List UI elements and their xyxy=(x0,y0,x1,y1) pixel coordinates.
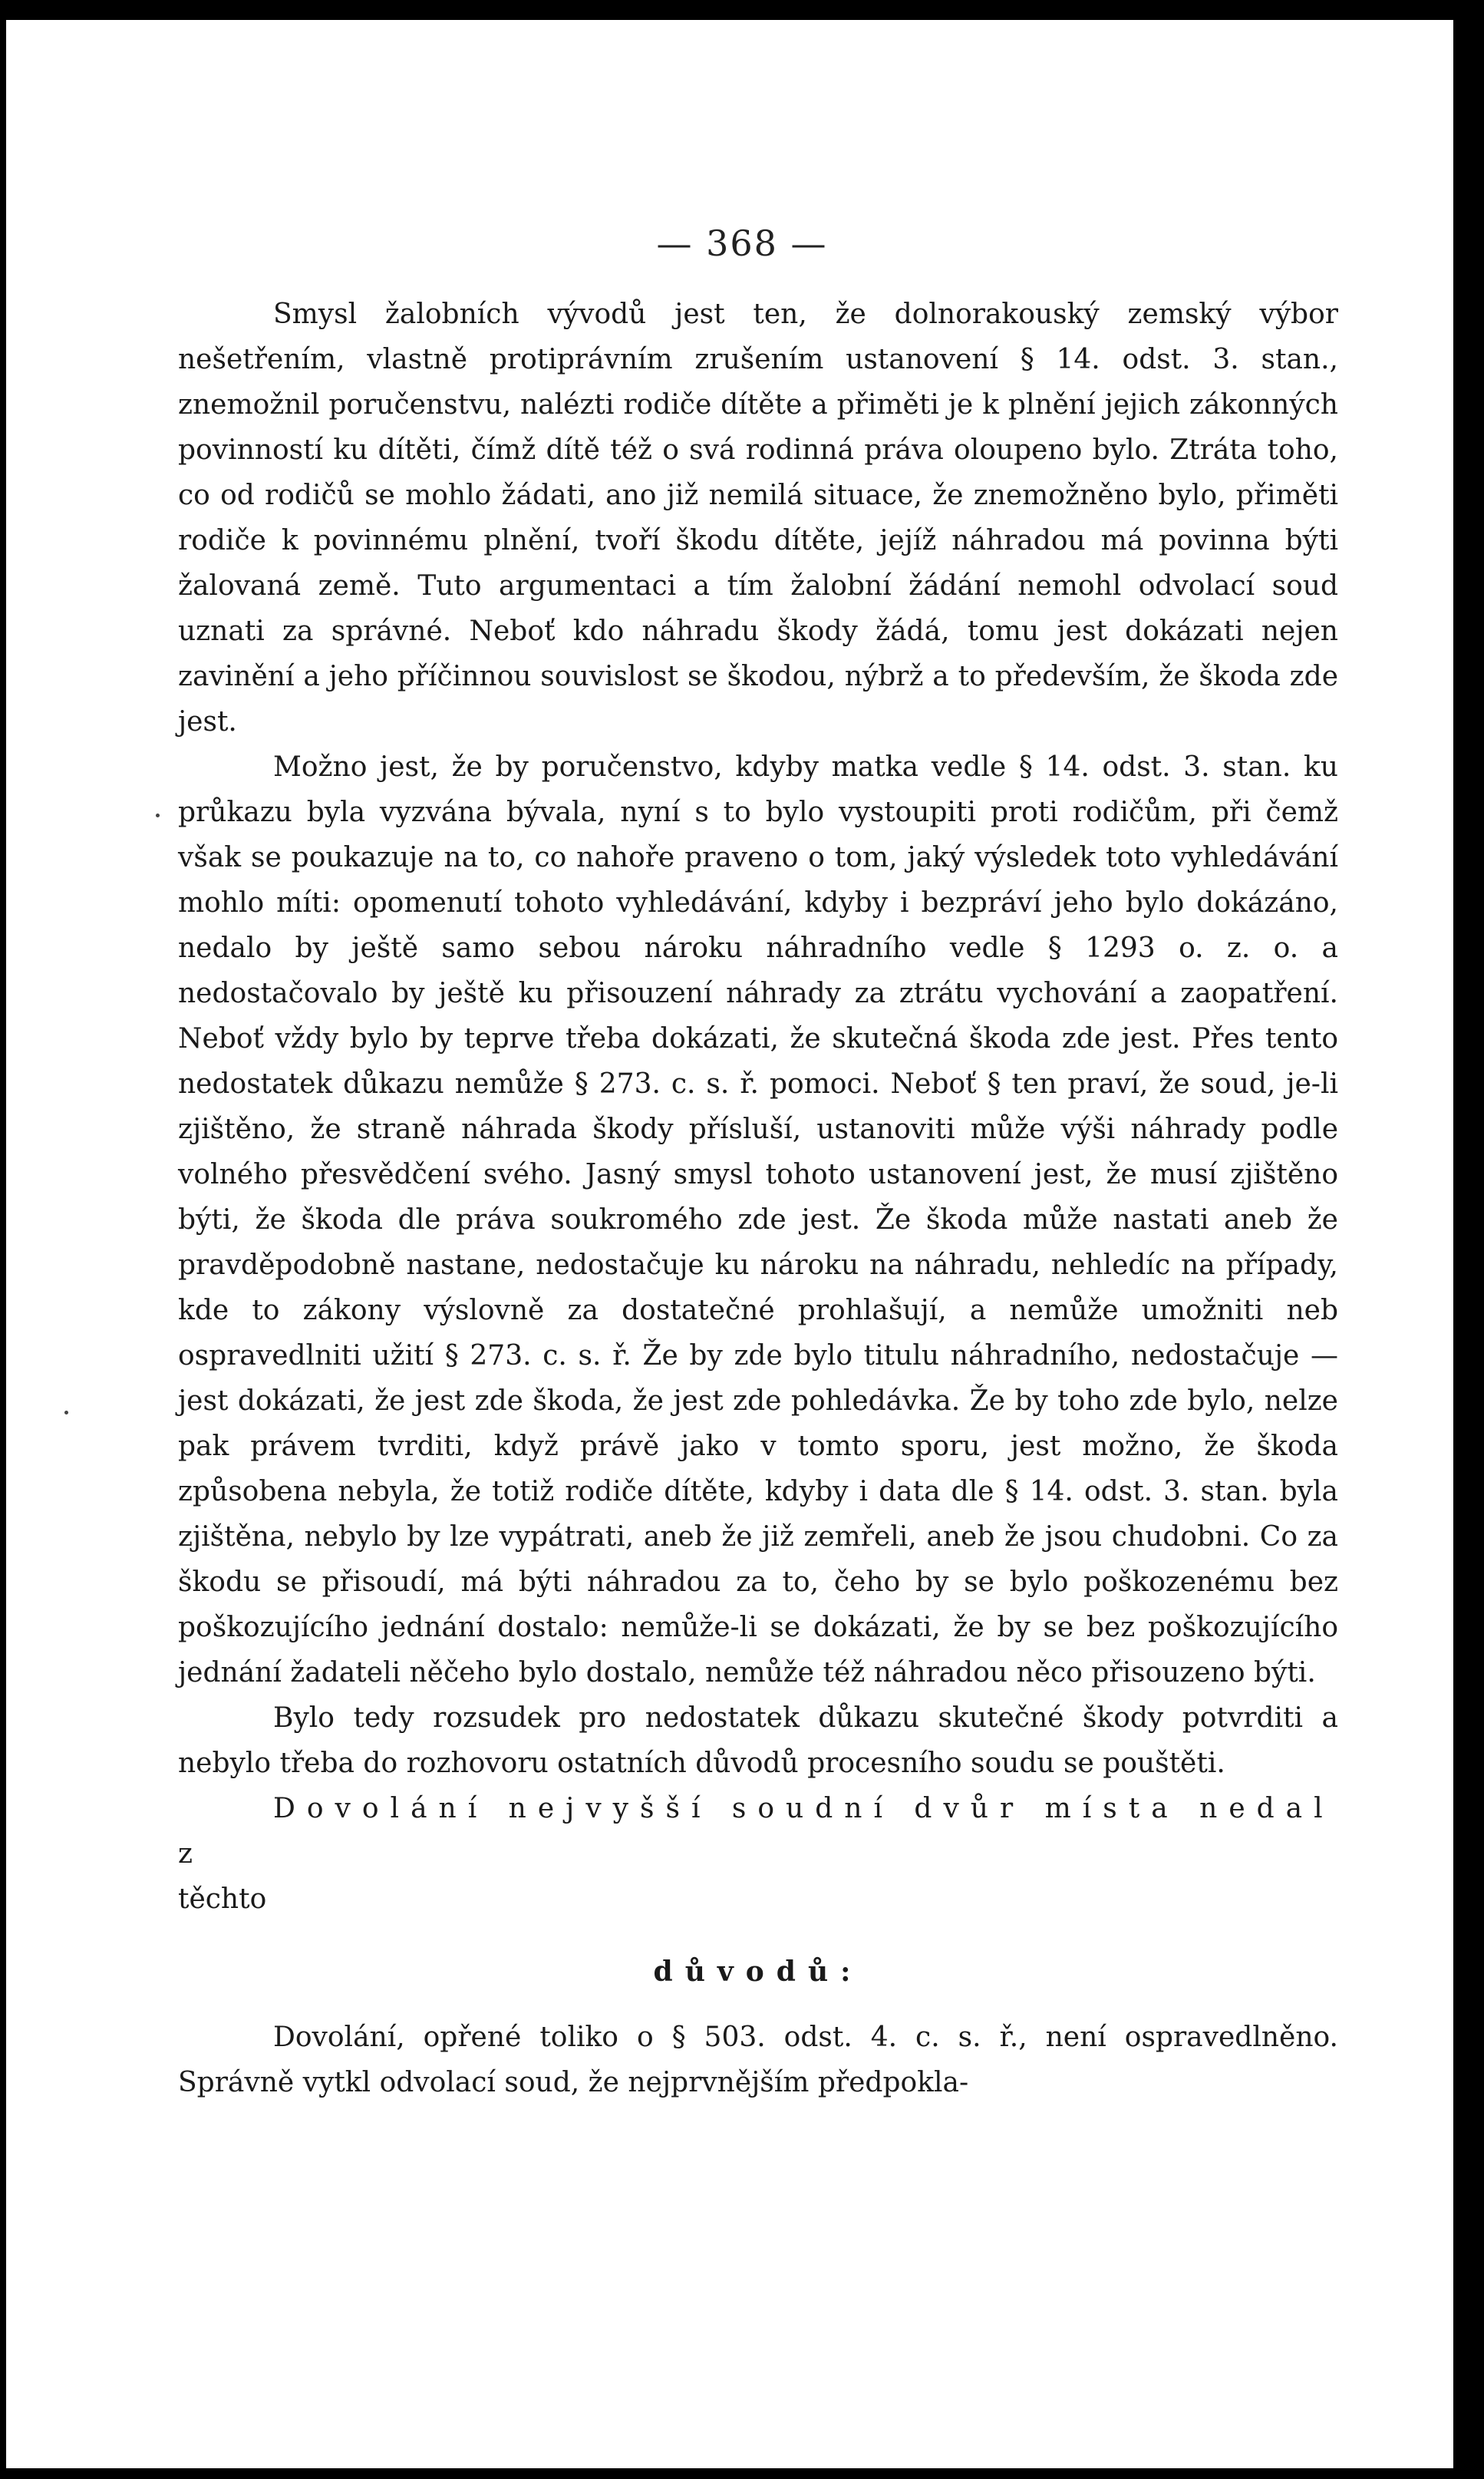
body-text xyxy=(178,292,1338,2105)
verdict-line-continuation: těchto xyxy=(178,1883,267,1915)
scan-speck xyxy=(64,1411,68,1414)
scan-border xyxy=(1453,0,1484,2479)
paragraph-5: Dovolání, opřené toliko o § 503. odst. 4. c. s. ř., není ospravedlněno. Správně vytkl odvolací soud, že nejprvnějším předpokla- xyxy=(178,2022,1338,2098)
paragraph-2: Možno jest, že by poručenstvo, kdyby matka vedle § 14. odst. 3. stan. ku průkazu byla vyzvána bývala, nyní s to bylo vystoupiti proti rodičům, při čemž však se poukazuje na to, co nahoře praveno o tom, jaký výsledek toto vyhledávání mohlo míti: opomenutí tohoto vyhledávání, kdyby i bezpráví jeho bylo dokázáno, nedalo by ještě samo sebou nároku náhradního vedle § 1293 o. z. o. a nedostačovalo by ještě ku přisouzení náhrady za ztrátu vychování a zaopatření. Neboť vždy bylo by teprve třeba dokázati, že skutečná škoda zde jest. Přes tento nedostatek důkazu nemůže § 273. c. s. ř. pomoci. Neboť § ten praví, že soud, je-li zjištěno, že straně náhrada škody přísluší, ustanoviti může výši náhrady podle volného přesvědčení svého. Jasný smysl tohoto ustanovení jest, že musí zjištěno býti, že škoda dle práva soukromého zde jest. Že škoda může nastati aneb že pravděpodobně nastane, nedostačuje ku nároku na náhradu, nehledíc na případy, kde to zákony výslovně za dostatečné prohlašují, a nemůže umožniti neb ospravedlniti užití § 273. c. s. ř. Že by zde bylo titulu náhradního, nedostačuje — jest dokázati, že jest zde škoda, že jest zde pohledávka. Že by toho zde bylo, nelze pak právem tvrditi, když právě jako v tomto sporu, jest možno, že škoda způsobena nebyla, že totiž rodiče dítěte, kdyby i data dle § 14. odst. 3. stan. byla zjištěna, nebylo by lze vypátrati, aneb že již zemřeli, aneb že jsou chudobni. Co za škodu se přisoudí, má býti náhradou za to, čeho by se bylo poškozenému bez poškozujícího jednání dostalo: nemůže-li se dokázati, že by se bez poškozujícího jednání žadateli něčeho bylo dostalo, nemůže též náhradou něco přisouzeno býti. xyxy=(178,751,1338,1688)
verdict-line: Dovolání nejvyšší soudní dvůr místa nedal z xyxy=(178,1793,1334,1870)
page-number: — 368 — xyxy=(656,223,828,264)
paragraph-3: Bylo tedy rozsudek pro nedostatek důkazu skutečné škody potvrditi a nebylo třeba do rozhovoru ostatních důvodů procesního soudu se pouštěti. xyxy=(178,1702,1338,1779)
paragraph-1: Smysl žalobních vývodů jest ten, že dolnorakouský zemský výbor nešetřením, vlastně protiprávním zrušením ustanovení § 14. odst. 3. stan., znemožnil poručenstvu, nalézti rodiče dítěte a přiměti je k plnění jejich zákonných povinností ku dítěti, čímž dítě též o svá rodinná práva oloupeno bylo. Ztráta toho, co od rodičů se mohlo žádati, ano již nemilá situace, že znemožněno bylo, přiměti rodiče k povinnému plnění, tvoří škodu dítěte, jejíž náhradou má povinna býti žalovaná země. Tuto argumentaci a tím žalobní žádání nemohl odvolací soud uznati za správné. Neboť kdo náhradu škody žádá, tomu jest dokázati nejen zavinění a jeho příčinnou souvislost se škodou, nýbrž a to především, že škoda zde jest. xyxy=(178,299,1338,738)
scan-speck xyxy=(156,814,160,817)
section-heading: důvodů: xyxy=(653,1956,863,1988)
